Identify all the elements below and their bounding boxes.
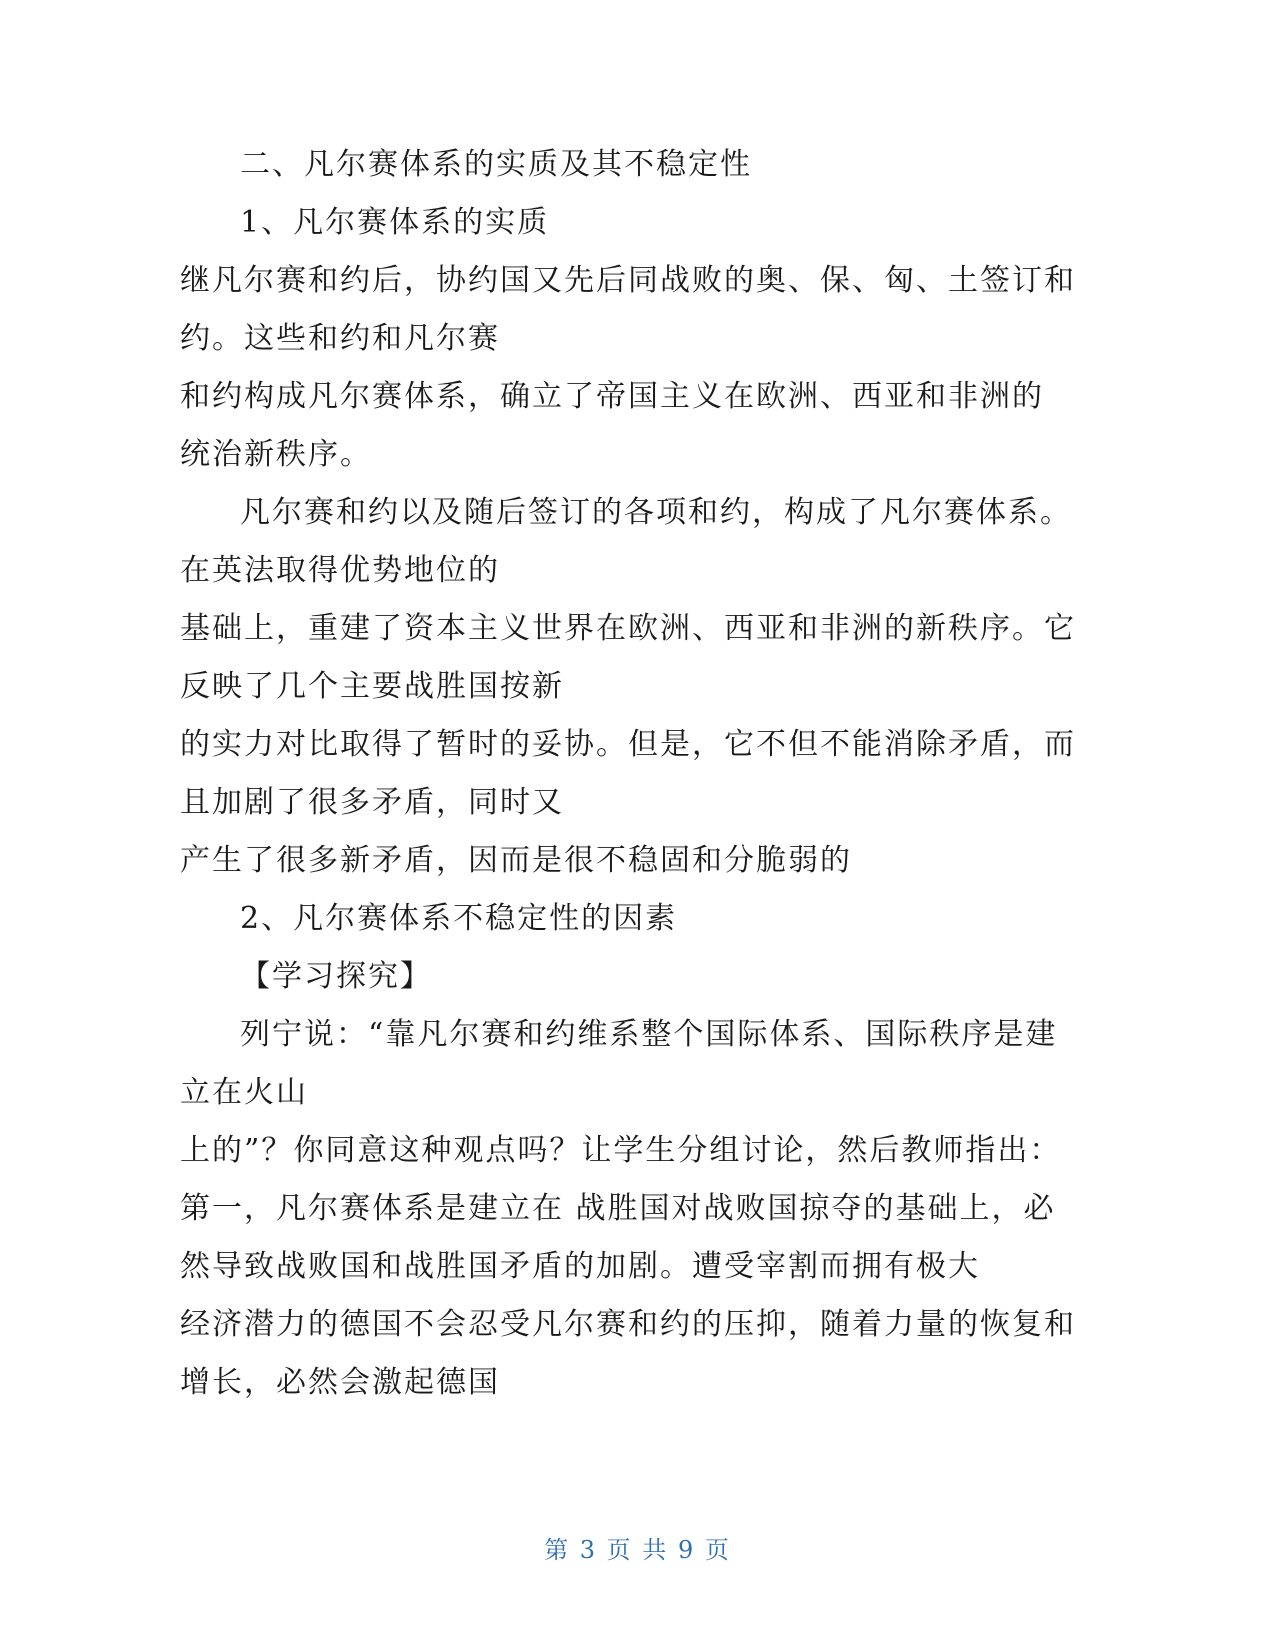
study-heading: 【学习探究】 xyxy=(240,959,432,994)
paragraph-line: 然导致战败国和战胜国矛盾的加剧。遭受宰割而拥有极大 xyxy=(180,1249,980,1284)
paragraph-line: 上的”？你同意这种观点吗？让学生分组讨论，然后教师指出： xyxy=(180,1133,1062,1168)
subsection-heading: 1、凡尔赛体系的实质 xyxy=(240,205,550,240)
paragraph-line: 反映了几个主要战胜国按新 xyxy=(180,669,564,704)
paragraph-line: 立在火山 xyxy=(180,1075,308,1110)
paragraph-line: 增长，必然会激起德国 xyxy=(180,1365,500,1400)
paragraph-line: 第一，凡尔赛体系是建立在 战胜国对战败国掠夺的基础上，必 xyxy=(180,1191,1056,1226)
page-footer: 第 3 页 共 9 页 xyxy=(544,1536,731,1564)
paragraph-line: 的实力对比取得了暂时的妥协。但是，它不但不能消除矛盾，而 xyxy=(180,727,1076,762)
paragraph-line: 继凡尔赛和约后，协约国又先后同战败的奥、保、匈、土签订和 xyxy=(180,263,1076,298)
section-heading: 二、凡尔赛体系的实质及其不稳定性 xyxy=(240,147,752,182)
paragraph-line: 且加剧了很多矛盾，同时又 xyxy=(180,785,564,820)
paragraph-line: 在英法取得优势地位的 xyxy=(180,553,500,588)
paragraph-line: 列宁说：“靠凡尔赛和约维系整个国际体系、国际秩序是建 xyxy=(240,1017,1058,1052)
paragraph-line: 和约构成凡尔赛体系，确立了帝国主义在欧洲、西亚和非洲的 xyxy=(180,379,1044,414)
paragraph-line: 基础上，重建了资本主义世界在欧洲、西亚和非洲的新秩序。它 xyxy=(180,611,1076,646)
subsection-heading: 2、凡尔赛体系不稳定性的因素 xyxy=(240,901,678,936)
paragraph-line: 统治新秩序。 xyxy=(180,437,372,472)
paragraph-line: 产生了很多新矛盾，因而是很不稳固和分脆弱的 xyxy=(180,843,852,878)
paragraph-line: 约。这些和约和凡尔赛 xyxy=(180,321,500,356)
paragraph-line: 凡尔赛和约以及随后签订的各项和约，构成了凡尔赛体系。 xyxy=(240,495,1072,530)
paragraph-line: 经济潜力的德国不会忍受凡尔赛和约的压抑，随着力量的恢复和 xyxy=(180,1307,1076,1342)
